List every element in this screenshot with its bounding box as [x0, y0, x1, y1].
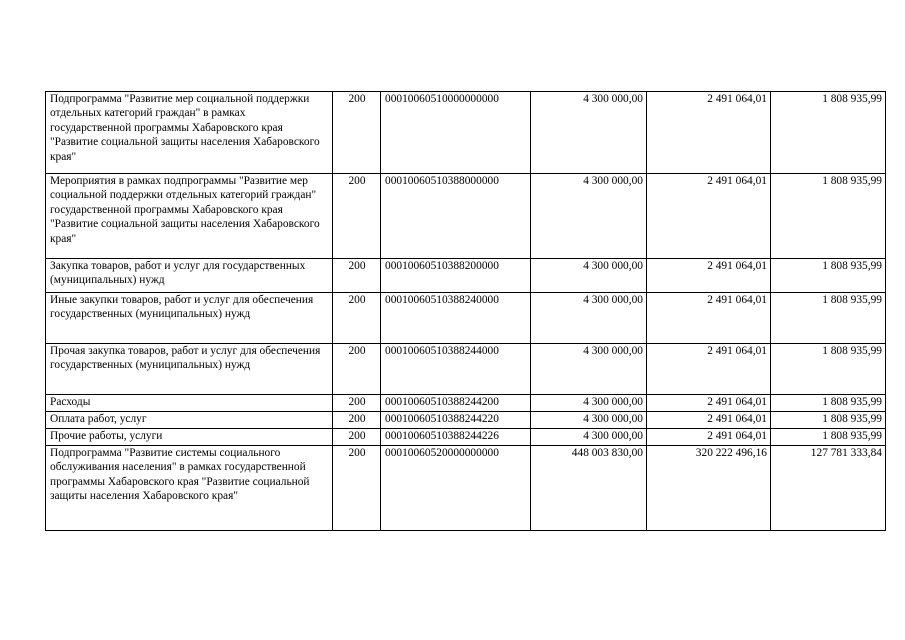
row-classification-code-cell: 00010060510000000000: [381, 92, 531, 174]
row-plan-amount-cell: 4 300 000,00: [531, 174, 647, 259]
row-classification-code-cell: 00010060510388240000: [381, 293, 531, 344]
row-executed-amount-cell: 2 491 064,01: [647, 92, 771, 174]
row-plan-amount-cell: 4 300 000,00: [531, 412, 647, 429]
row-name-cell: Мероприятия в рамках подпрограммы "Развитие мер социальной поддержки отдельных категорий граждан" государственной программы Хабаровского края "Развитие социальной защиты населения Хабаровского края": [46, 174, 333, 259]
row-name-cell: Иные закупки товаров, работ и услуг для обеспечения государственных (муниципальных) нужд: [46, 293, 333, 344]
table-row: [46, 412, 886, 429]
row-code-cell: 200: [333, 293, 381, 344]
row-remaining-amount-cell: 1 808 935,99: [771, 344, 886, 395]
row-plan-amount-cell: 4 300 000,00: [531, 293, 647, 344]
row-executed-amount-cell: 2 491 064,01: [647, 344, 771, 395]
row-code-cell: 200: [333, 395, 381, 412]
row-name-cell: Расходы: [46, 395, 333, 412]
row-plan-amount-cell: 4 300 000,00: [531, 395, 647, 412]
table-row: [46, 429, 886, 446]
table-row: [46, 259, 886, 293]
row-code-cell: 200: [333, 412, 381, 429]
table-row: [46, 92, 886, 174]
row-plan-amount-cell: 4 300 000,00: [531, 429, 647, 446]
table-row: [46, 174, 886, 259]
budget-execution-table: [45, 91, 886, 531]
row-executed-amount-cell: 320 222 496,16: [647, 446, 771, 531]
row-code-cell: 200: [333, 344, 381, 395]
row-classification-code-cell: 00010060510388244200: [381, 395, 531, 412]
table-row: [46, 446, 886, 531]
row-code-cell: 200: [333, 259, 381, 293]
row-classification-code-cell: 00010060510388000000: [381, 174, 531, 259]
row-code-cell: 200: [333, 429, 381, 446]
row-plan-amount-cell: 4 300 000,00: [531, 92, 647, 174]
row-remaining-amount-cell: 1 808 935,99: [771, 412, 886, 429]
row-code-cell: 200: [333, 92, 381, 174]
row-remaining-amount-cell: 1 808 935,99: [771, 293, 886, 344]
row-executed-amount-cell: 2 491 064,01: [647, 429, 771, 446]
row-code-cell: 200: [333, 446, 381, 531]
row-remaining-amount-cell: 1 808 935,99: [771, 395, 886, 412]
row-remaining-amount-cell: 1 808 935,99: [771, 429, 886, 446]
row-classification-code-cell: 00010060510388244000: [381, 344, 531, 395]
table-row: [46, 344, 886, 395]
row-classification-code-cell: 00010060510388200000: [381, 259, 531, 293]
row-name-cell: Подпрограмма "Развитие мер социальной поддержки отдельных категорий граждан" в рамках государственной программы Хабаровского края "Развитие социальной защиты населения Хабаровского края": [46, 92, 333, 174]
row-name-cell: Прочая закупка товаров, работ и услуг для обеспечения государственных (муниципальных) нужд: [46, 344, 333, 395]
row-remaining-amount-cell: 1 808 935,99: [771, 259, 886, 293]
row-remaining-amount-cell: 127 781 333,84: [771, 446, 886, 531]
row-name-cell: Прочие работы, услуги: [46, 429, 333, 446]
row-executed-amount-cell: 2 491 064,01: [647, 293, 771, 344]
row-classification-code-cell: 00010060520000000000: [381, 446, 531, 531]
row-remaining-amount-cell: 1 808 935,99: [771, 174, 886, 259]
row-name-cell: Оплата работ, услуг: [46, 412, 333, 429]
row-executed-amount-cell: 2 491 064,01: [647, 412, 771, 429]
row-name-cell: Закупка товаров, работ и услуг для государственных (муниципальных) нужд: [46, 259, 333, 293]
row-plan-amount-cell: 448 003 830,00: [531, 446, 647, 531]
row-executed-amount-cell: 2 491 064,01: [647, 259, 771, 293]
row-name-cell: Подпрограмма "Развитие системы социального обслуживания населения" в рамках государственной программы Хабаровского края "Развитие социальной защиты населения Хабаровского края": [46, 446, 333, 531]
row-executed-amount-cell: 2 491 064,01: [647, 174, 771, 259]
table-row: [46, 293, 886, 344]
row-remaining-amount-cell: 1 808 935,99: [771, 92, 886, 174]
table-row: [46, 395, 886, 412]
row-executed-amount-cell: 2 491 064,01: [647, 395, 771, 412]
row-classification-code-cell: 00010060510388244226: [381, 429, 531, 446]
row-plan-amount-cell: 4 300 000,00: [531, 344, 647, 395]
row-code-cell: 200: [333, 174, 381, 259]
row-classification-code-cell: 00010060510388244220: [381, 412, 531, 429]
row-plan-amount-cell: 4 300 000,00: [531, 259, 647, 293]
